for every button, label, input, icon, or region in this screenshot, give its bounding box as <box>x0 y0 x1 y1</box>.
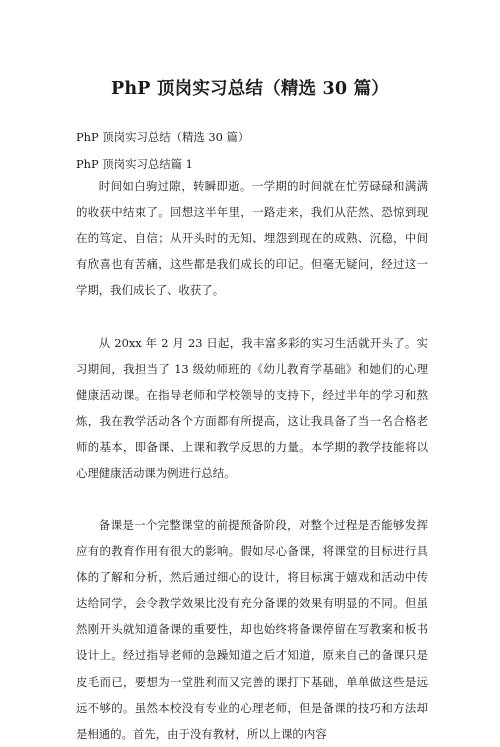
paragraph-1: 时间如白驹过隙，转瞬即逝。一学期的时间就在忙劳碌碌和满满的收获中结束了。回想这半年里，一路走来，我们从茫然、恐惊到现在的笃定、自信；从开头时的无知、埋怨到现在的成熟、沉稳，中间有欣喜也有苦痛，这些都是我们成长的印记。但毫无疑问，经过这一学期，我们成长了、收获了。 <box>76 179 428 298</box>
paragraph-2: 从 20xx 年 2 月 23 日起，我丰富多彩的实习生活就开头了。实习期间，我担当了 13 级幼师班的《幼儿教育学基础》和她们的心理健康活动课。在指导老师和学校领导的支持下，经过半年的学习和熬炼，我在教学活动各个方面都有所提高，这让我具备了当一名合格老师的基本，即备课、上课和教学反思的力量。本学期的教学技能将以心理健康活动课为例进行总结。 <box>76 336 428 481</box>
paragraph-3: 备课是一个完整课堂的前提预备阶段，对整个过程是否能够发挥应有的教育作用有很大的影响。假如尽心备课，将课堂的目标进行具体的了解和分析，然后通过细心的设计，将目标寓于嬉戏和活动中传达给同学，会令教学效果比没有充分备课的效果有明显的不同。但虽然刚开头就知道备课的重要性，却也始终将备课停留在写教案和板书设计上。经过指导老师的急躁知道之后才知道，原来自己的备课只是皮毛而已，要想为一堂胜利而又完善的课打下基础，单单做这些是远远不够的。虽然本校没有专业的心理老师，但是备课的技巧和方法却是相通的。首先，由于没有教材，所以上课的内容 <box>76 518 428 741</box>
section-heading: PhP 顶岗实习总结篇 1 <box>76 157 193 171</box>
document-subtitle: PhP 顶岗实习总结（精选 30 篇） <box>76 130 250 144</box>
document-title: PhP 顶岗实习总结（精选 30 篇） <box>111 79 389 99</box>
